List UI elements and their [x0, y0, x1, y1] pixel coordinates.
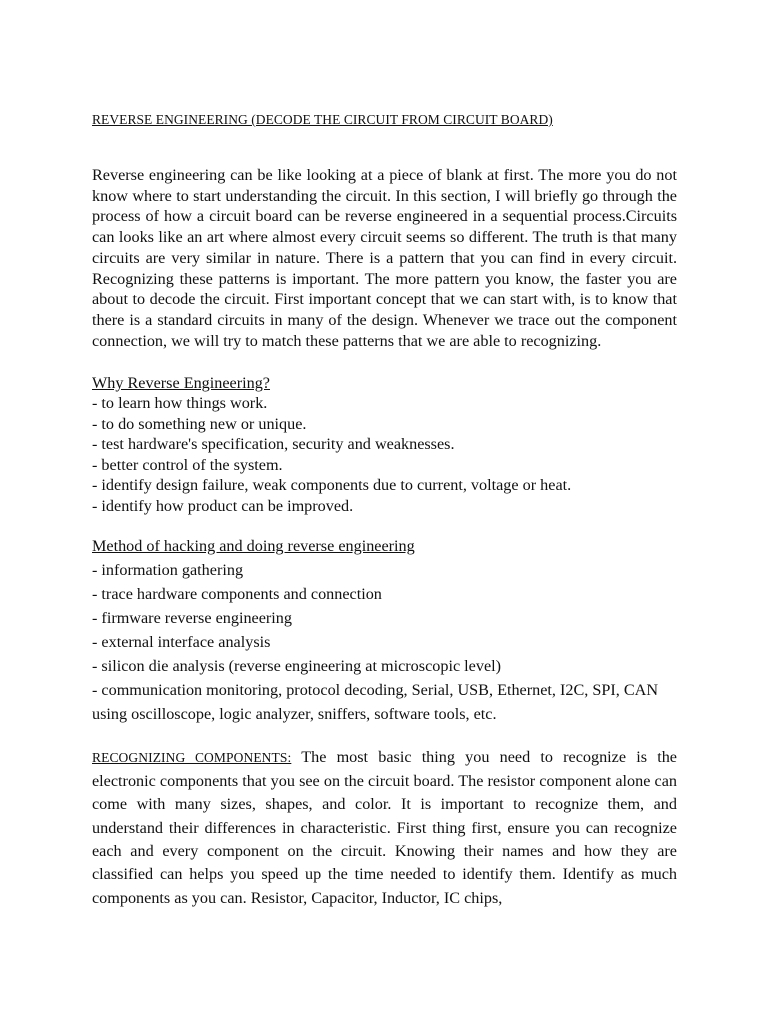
components-paragraph	[92, 746, 677, 910]
methods-list	[92, 558, 677, 726]
methods-section	[92, 536, 677, 726]
why-heading: Why Reverse Engineering?	[92, 374, 270, 393]
document-page	[92, 110, 677, 910]
intro-paragraph: Reverse engineering can be like looking at a piece of blank at first. The more you do not know where to start understanding the circuit. In this section, I will briefly go through the process of how a circuit board can be reverse engineered in a sequential process.Circuits can looks like an art where almost every circuit seems so different. The truth is that many circuits are very similar in nature. There is a pattern that you can find in every circuit. Recognizing these patterns is important. The more pattern you know, the faster you are about to decode the circuit. First important concept that we can start with, is to know that there is a standard circuits in many of the design. Whenever we trace out the component connection, we will try to match these patterns that we are able to recognizing.	[92, 166, 677, 350]
list-item: - identify design failure, weak components due to current, voltage or heat.	[92, 476, 572, 495]
list-item: - firmware reverse engineering	[92, 609, 292, 628]
list-item: - communication monitoring, protocol decoding, Serial, USB, Ethernet, I2C, SPI, CAN using oscilloscope, logic analyzer, sniffers, software tools, etc.	[92, 681, 659, 724]
list-item: - test hardware's specification, security and weaknesses.	[92, 435, 455, 454]
components-heading: RECOGNIZING COMPONENTS:	[92, 750, 292, 766]
list-item: - information gathering	[92, 561, 244, 580]
methods-heading: Method of hacking and doing reverse engineering	[92, 537, 415, 556]
why-list	[92, 393, 677, 516]
list-item: - trace hardware components and connection	[92, 585, 382, 604]
document-title: REVERSE ENGINEERING (DECODE THE CIRCUIT FROM CIRCUIT BOARD)	[92, 112, 553, 127]
list-item: - identify how product can be improved.	[92, 496, 354, 515]
list-item: - to do something new or unique.	[92, 414, 307, 433]
list-item: - to learn how things work.	[92, 394, 268, 413]
list-item: - better control of the system.	[92, 455, 283, 474]
list-item: - external interface analysis	[92, 633, 271, 652]
why-section	[92, 373, 677, 516]
components-text: The most basic thing you need to recognize is the electronic components that you see on the circuit board. The resistor component alone can come with many sizes, shapes, and color. It is important to recognize them, and understand their differences in characteristic. First thing first, ensure you can recognize each and every component on the circuit. Knowing their names and how they are classified can helps you speed up the time needed to identify them. Identify as much components as you can. Resistor, Capacitor, Inductor, IC chips,	[92, 748, 677, 907]
list-item: - silicon die analysis (reverse engineering at microscopic level)	[92, 657, 502, 676]
